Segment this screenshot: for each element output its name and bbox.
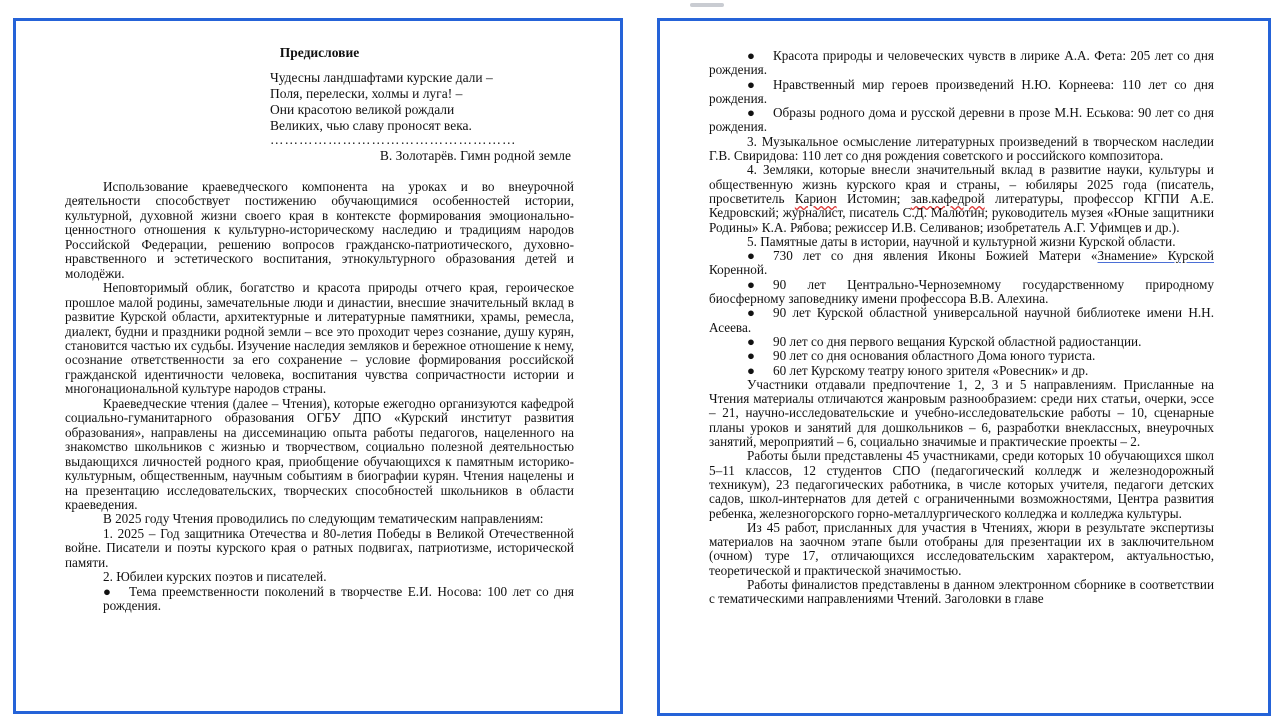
- paragraph: Участники отдавали предпочтение 1, 2, 3 и 5 направлениям. Присланные на Чтения материалы отличаются жанровым разнообразием: среди них статьи, очерки, эссе – 21, научно-исследовательские и учебно-исследовательские работы – 10, сценарные планы уроков и занятий для дошкольников – 6, разработки внеклассных, внеурочных занятий, мероприятий – 6, социально значимые и практические проекты – 2.: [709, 376, 1214, 450]
- spellcheck-word[interactable]: Карион: [794, 190, 837, 206]
- epigraph-line: Поля, перелески, холмы и луга! –: [270, 86, 463, 101]
- bullet-item: [709, 335, 1214, 349]
- bullet-icon: ●: [747, 333, 755, 349]
- epigraph-line: Они красотою великой рождали: [270, 102, 455, 117]
- epigraph-line: Великих, чью славу проносят века.: [270, 118, 472, 133]
- numbered-item: 3. Музыкальное осмысление литературных произведений в творческом наследии Г.В. Свиридова: 110 лет со дня рождения советского и российского композитора.: [709, 133, 1214, 164]
- paragraph: Из 45 работ, присланных для участия в Чтениях, жюри в результате экспертизы материалов на заочном этапе были отобраны для презентации их в заключительном (очном) туре 17, отличающихся исследовательским характером, актуальностью, теоретической и практической значимостью.: [709, 519, 1214, 578]
- bullet-text: 90 лет со дня основания областного Дома юного туриста.: [773, 348, 1096, 364]
- bullet-icon: ●: [747, 248, 755, 264]
- bullet-text: 90 лет Курской областной универсальной научной библиотеке имени Н.Н. Асеева.: [709, 305, 1214, 335]
- paragraph: В 2025 году Чтения проводились по следующим тематическим направлениям:: [103, 511, 544, 527]
- ruler-marker: [690, 3, 724, 7]
- bullet-icon: ●: [747, 362, 755, 378]
- paragraph: Использование краеведческого компонента на уроках и во внеурочной деятельности способствует постижению обучающимися особенностей истории, культурной, духовной жизни своего края в контексте формирования эмоционально-ценностного отношения к культурно-историческому наследию и традициям народов Российской Федерации, решению вопросов гражданско-патриотического, духовно-нравственного и эстетического воспитания, этнокультурного образования детей и молодёжи.: [65, 179, 574, 281]
- spellcheck-word[interactable]: зав.кафедрой: [910, 190, 985, 206]
- numbered-item: 2. Юбилеи курских поэтов и писателей.: [103, 569, 327, 585]
- bullet-icon: ●: [747, 348, 755, 364]
- bullet-icon: ●: [103, 583, 111, 599]
- item-text: литературы, профессор КГПИ А.Е. Кедровский; журналист, писатель С.Д. Малютин; руководитель музея «Юные защитники Родины» К.А. Рябова; режиссер И.В. Селиванов; изобретатель А.Г. Уфимцев и др.).: [709, 190, 1214, 235]
- numbered-item: [709, 163, 1214, 234]
- bullet-item: [709, 106, 1214, 135]
- paragraph: Работы финалистов представлены в данном электронном сборнике в соответствии с тематическими направлениями Чтений. Заголовки в главе: [709, 576, 1214, 607]
- bullet-text: Тема преемственности поколений в творчестве Е.И. Носова: 100 лет со дня рождения.: [103, 583, 574, 614]
- numbered-item: 1. 2025 – Год защитника Отечества и 80-летия Победы в Великой Отечественной войне. Писатели и поэты курского края о ратных подвигах, патриотизме, исторической памяти.: [65, 525, 574, 570]
- bullet-text: Коренной.: [709, 262, 768, 278]
- bullet-text: Красота природы и человеческих чувств в лирике А.А. Фета: 205 лет со дня рождения.: [709, 48, 1214, 78]
- epigraph: [270, 70, 574, 164]
- bullet-text: 730 лет со дня явления Иконы Божией Матери «: [773, 248, 1098, 264]
- bullet-item: [709, 306, 1214, 335]
- paragraph: Краеведческие чтения (далее – Чтения), которые ежегодно организуются кафедрой социально-гуманитарного образования ОГБУ ДПО «Курский институт развития образования», направлены на диссеминацию опыта работы педагогов, нацеленного на знакомство школьников с жизнью и творчеством, социально полезной деятельностью выдающихся личностей родного края, приобщение обучающихся к памятным историко-культурным, общественным, научным событиям в биографии курян. Чтения нацелены и на презентацию исследовательских, творческих способностей школьников в области краеведения.: [65, 395, 574, 512]
- bullet-text: 90 лет Центрально-Черноземному государственному природному биосферному заповеднику имени профессора В.В. Алехина.: [709, 276, 1214, 307]
- bullet-text: Образы родного дома и русской деревни в прозе М.Н. Еськова: 90 лет со дня рождения.: [709, 105, 1214, 135]
- bullet-icon: ●: [747, 276, 755, 292]
- bullet-text: 90 лет со дня первого вещания Курской областной радиостанции.: [773, 333, 1142, 349]
- numbered-item: 5. Памятные даты в истории, научной и культурной жизни Курской области.: [747, 233, 1176, 249]
- epigraph-signature: В. Золотарёв. Гимн родной земле: [379, 148, 571, 163]
- paragraph: Неповторимый облик, богатство и красота природы отчего края, героическое прошлое малой родины, замечательные люди и династии, внесшие значительный вклад в развитие Курской области, архитектурные и литературные памятники, храмы, ремесла, диалект, будни и праздники родной земли – все это проходит через сознание, душу курян, становится частью их судьбы. Изучение наследия земляков и бережное отношение к нему, осознание ответственности за его сохранение – условие формирования российской гражданской идентичности человека, воспитания чувства сопричастности истории и многонациональной культуре народов страны.: [65, 280, 575, 397]
- item-text: 4. Земляки, которые внесли значительный вклад в развитие науки, культуры и общественную жизнь курского края и страны, – юбиляры 2025 года (писатель, просветитель: [709, 162, 1214, 206]
- body-text: [709, 49, 1214, 607]
- bullet-item: [709, 78, 1214, 107]
- page-title: Предисловие: [279, 45, 360, 60]
- bullet-item: [709, 364, 1214, 378]
- bullet-icon: ●: [747, 105, 755, 121]
- bullet-item: [709, 349, 1214, 363]
- bullet-item: [65, 585, 574, 614]
- bullet-text: 60 лет Курскому театру юного зрителя «Ровесник» и др.: [773, 362, 1089, 378]
- bullet-text: Нравственный мир героев произведений Н.Ю. Корнеева: 110 лет со дня рождения.: [709, 76, 1214, 106]
- item-text: Истомин;: [836, 190, 911, 206]
- document-page-left: [13, 18, 623, 714]
- bullet-icon: ●: [747, 48, 755, 63]
- bullet-item: [709, 49, 1214, 78]
- grammar-flag[interactable]: Знамение» Курской: [1097, 248, 1214, 264]
- bullet-icon: ●: [747, 305, 755, 321]
- bullet-item: [709, 249, 1214, 278]
- paragraph: Работы были представлены 45 участниками, среди которых 10 обучающихся школ 5–11 классов, 12 студентов СПО (педагогический колледж и железнодорожный техникум), 23 педагогических работника, в числе которых учителя, педагоги детских садов, школ-интернатов для детей с ограниченными возможностями, Центра развития ребенка, железногорского горно-металлургического колледжа и колледжа культуры.: [709, 448, 1214, 521]
- body-text: [65, 180, 574, 614]
- bullet-icon: ●: [747, 76, 755, 92]
- document-page-right: [657, 18, 1271, 716]
- epigraph-ellipsis: ……………………………………………: [270, 132, 517, 147]
- bullet-item: [709, 278, 1214, 307]
- epigraph-line: Чудесны ландшафтами курские дали –: [270, 70, 493, 85]
